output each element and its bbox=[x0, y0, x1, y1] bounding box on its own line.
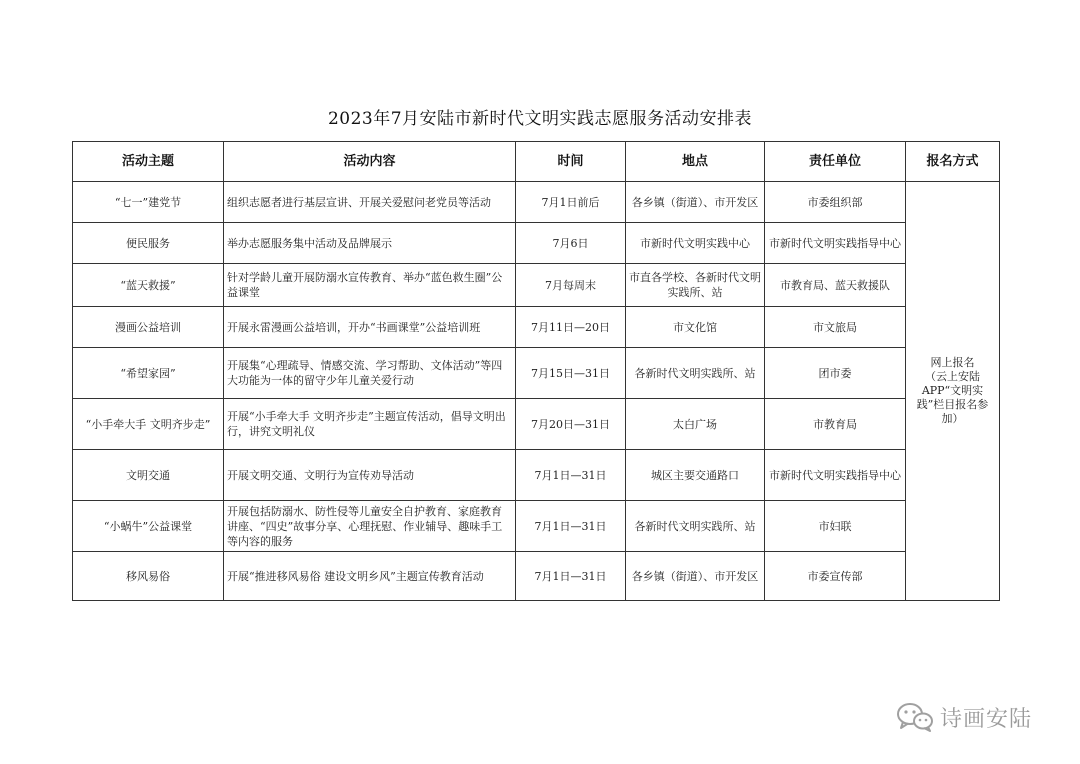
header-theme: 活动主题 bbox=[73, 142, 224, 182]
cell-content: 开展包括防溺水、防性侵等儿童安全自护教育、家庭教育讲座、“四史”故事分享、心理抚慰、作业辅导、趣味手工等内容的服务 bbox=[224, 501, 516, 552]
cell-theme: 便民服务 bbox=[73, 223, 224, 264]
table-row bbox=[73, 399, 1000, 450]
cell-unit: 市新时代文明实践指导中心 bbox=[765, 223, 906, 264]
cell-place: 各新时代文明实践所、站 bbox=[626, 501, 765, 552]
table-row bbox=[73, 182, 1000, 223]
cell-content: 举办志愿服务集中活动及品牌展示 bbox=[224, 223, 516, 264]
cell-time: 7月1日—31日 bbox=[516, 450, 626, 501]
cell-time: 7月1日前后 bbox=[516, 182, 626, 223]
header-unit: 责任单位 bbox=[765, 142, 906, 182]
cell-time: 7月1日—31日 bbox=[516, 501, 626, 552]
cell-theme: “七一”建党节 bbox=[73, 182, 224, 223]
table-row bbox=[73, 223, 1000, 264]
cell-unit: 市文旅局 bbox=[765, 307, 906, 348]
cell-unit: 团市委 bbox=[765, 348, 906, 399]
cell-theme: “小手牵大手 文明齐步走” bbox=[73, 399, 224, 450]
cell-content: 针对学龄儿童开展防溺水宣传教育、举办“蓝色救生圈”公益课堂 bbox=[224, 264, 516, 307]
cell-content: 开展集“心理疏导、情感交流、学习帮助、文体活动”等四大功能为一体的留守少年儿童关爱行动 bbox=[224, 348, 516, 399]
signup-method-title: 网上报名 bbox=[930, 356, 975, 369]
wechat-icon bbox=[896, 702, 934, 732]
cell-theme: 文明交通 bbox=[73, 450, 224, 501]
cell-unit: 市委宣传部 bbox=[765, 552, 906, 601]
cell-theme: 移风易俗 bbox=[73, 552, 224, 601]
cell-content: 开展永雷漫画公益培训，开办“书画课堂”公益培训班 bbox=[224, 307, 516, 348]
cell-theme: “希望家园” bbox=[73, 348, 224, 399]
account-watermark bbox=[896, 701, 1032, 733]
header-time: 时间 bbox=[516, 142, 626, 182]
cell-place: 市新时代文明实践中心 bbox=[626, 223, 765, 264]
cell-place: 各新时代文明实践所、站 bbox=[626, 348, 765, 399]
table-row bbox=[73, 450, 1000, 501]
table-row bbox=[73, 501, 1000, 552]
cell-time: 7月6日 bbox=[516, 223, 626, 264]
cell-content: 开展文明交通、文明行为宣传劝导活动 bbox=[224, 450, 516, 501]
cell-time: 7月20日—31日 bbox=[516, 399, 626, 450]
cell-time: 7月1日—31日 bbox=[516, 552, 626, 601]
header-place: 地点 bbox=[626, 142, 765, 182]
cell-place: 太白广场 bbox=[626, 399, 765, 450]
cell-signup-method bbox=[906, 182, 1000, 601]
watermark-text: 诗画安陆 bbox=[940, 706, 1033, 732]
cell-unit: 市教育局 bbox=[765, 399, 906, 450]
cell-content: 开展“推进移风易俗 建设文明乡风”主题宣传教育活动 bbox=[224, 552, 516, 601]
cell-place: 城区主要交通路口 bbox=[626, 450, 765, 501]
cell-unit: 市教育局、蓝天救援队 bbox=[765, 264, 906, 307]
activity-schedule-table bbox=[72, 141, 1000, 601]
cell-place: 各乡镇（街道）、市开发区 bbox=[626, 552, 765, 601]
page-title: 2023年7月安陆市新时代文明实践志愿服务活动安排表 bbox=[327, 109, 753, 129]
table-row bbox=[73, 552, 1000, 601]
header-content: 活动内容 bbox=[224, 142, 516, 182]
cell-time: 7月11日—20日 bbox=[516, 307, 626, 348]
cell-unit: 市新时代文明实践指导中心 bbox=[765, 450, 906, 501]
cell-theme: 漫画公益培训 bbox=[73, 307, 224, 348]
cell-content: 开展“小手牵大手 文明齐步走”主题宣传活动，倡导文明出行，讲究文明礼仪 bbox=[224, 399, 516, 450]
header-signup: 报名方式 bbox=[906, 142, 1000, 182]
table-row bbox=[73, 307, 1000, 348]
cell-time: 7月每周末 bbox=[516, 264, 626, 307]
cell-content: 组织志愿者进行基层宣讲、开展关爱慰问老党员等活动 bbox=[224, 182, 516, 223]
table-row bbox=[73, 348, 1000, 399]
cell-time: 7月15日—31日 bbox=[516, 348, 626, 399]
table-header-row bbox=[73, 142, 1000, 182]
cell-place: 市文化馆 bbox=[626, 307, 765, 348]
cell-theme: “小蜗牛”公益课堂 bbox=[73, 501, 224, 552]
cell-place: 各乡镇（街道）、市开发区 bbox=[626, 182, 765, 223]
cell-unit: 市委组织部 bbox=[765, 182, 906, 223]
cell-unit: 市妇联 bbox=[765, 501, 906, 552]
cell-theme: “蓝天救援” bbox=[73, 264, 224, 307]
signup-method-detail: （云上安陆APP“文明实践”栏目报名参加） bbox=[916, 370, 989, 425]
cell-place: 市直各学校、各新时代文明实践所、站 bbox=[626, 264, 765, 307]
table-row bbox=[73, 264, 1000, 307]
